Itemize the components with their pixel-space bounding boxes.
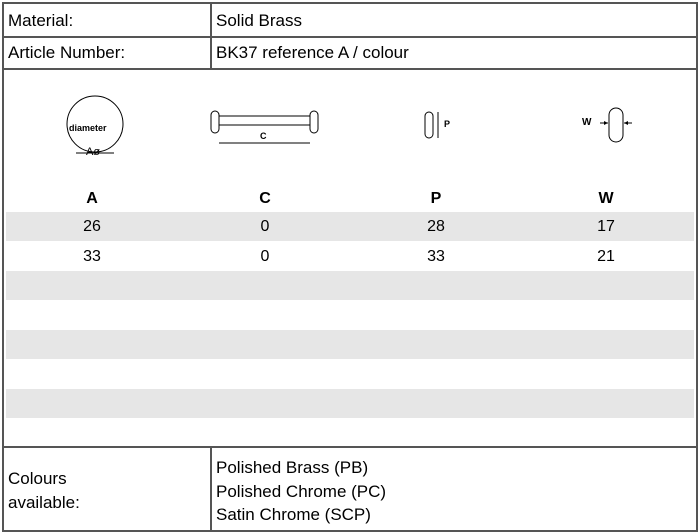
cell-c: 0	[260, 218, 270, 235]
a-diameter-label: Aø	[86, 146, 101, 158]
table-row-empty	[6, 301, 694, 330]
colour-option: Polished Brass (PB)	[216, 458, 369, 477]
colours-row	[4, 446, 696, 532]
cell-p: 33	[427, 248, 445, 265]
handle-length-diagram-icon	[209, 108, 321, 148]
colours-label-cell	[4, 448, 212, 532]
table-row-empty	[6, 271, 694, 300]
table-row	[6, 212, 694, 241]
column-header-w: W	[598, 190, 614, 207]
article-value-cell	[212, 38, 696, 68]
article-value: BK37 reference A / colour	[216, 43, 409, 62]
material-value: Solid Brass	[216, 11, 302, 30]
material-label: Material:	[8, 11, 74, 30]
table-row-empty	[6, 389, 694, 418]
w-diagram-label: W	[582, 117, 592, 128]
colour-option: Satin Chrome (SCP)	[216, 505, 371, 524]
spec-table	[2, 2, 698, 532]
article-row	[4, 38, 696, 70]
projection-diagram-icon	[422, 110, 444, 142]
table-row-empty	[6, 330, 694, 359]
diameter-label: diameter	[69, 123, 107, 133]
article-label: Article Number:	[8, 43, 126, 62]
c-diagram-label: C	[260, 131, 267, 141]
width-diagram-icon	[596, 104, 644, 146]
column-header-c: C	[259, 190, 271, 207]
column-header-a: A	[86, 190, 98, 207]
dimensions-section	[4, 70, 696, 446]
column-header-p: P	[430, 190, 442, 207]
material-row	[4, 4, 696, 38]
article-label-cell	[4, 38, 212, 68]
cell-w: 21	[597, 248, 615, 265]
colour-option: Polished Chrome (PC)	[216, 482, 387, 501]
colours-label-line1: Colours	[8, 469, 67, 488]
colours-label-line2: available:	[8, 493, 80, 512]
cell-p: 28	[427, 218, 445, 235]
table-row-empty	[6, 360, 694, 389]
cell-c: 0	[260, 248, 270, 265]
p-diagram-label: P	[444, 119, 451, 129]
colours-value-cell	[212, 448, 696, 532]
material-value-cell	[212, 4, 696, 36]
material-label-cell	[4, 4, 212, 36]
table-row	[6, 242, 694, 271]
cell-a: 33	[83, 248, 101, 265]
cell-a: 26	[83, 218, 101, 235]
cell-w: 17	[597, 218, 615, 235]
